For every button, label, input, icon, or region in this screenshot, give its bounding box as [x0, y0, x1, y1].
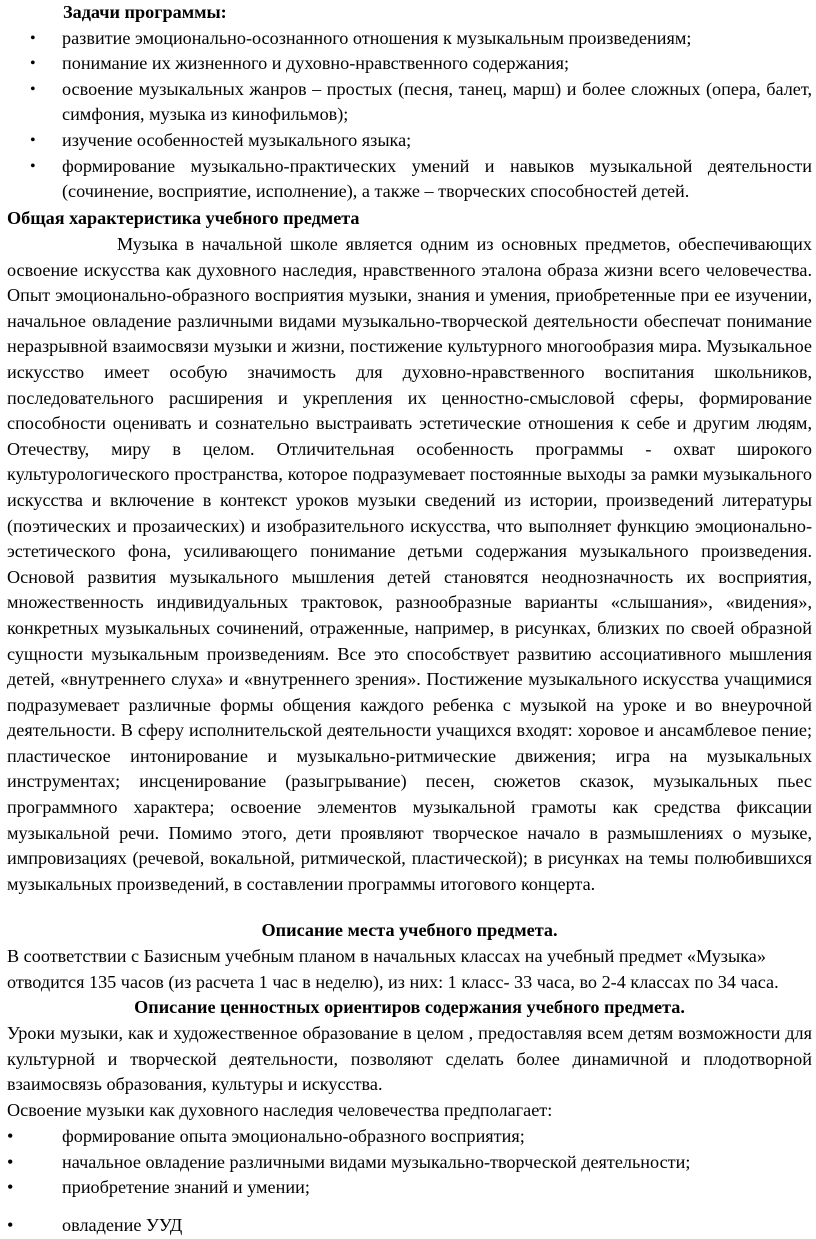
general-paragraph: [7, 232, 812, 897]
list-item: [7, 1175, 812, 1201]
bullet-icon: •: [7, 1215, 14, 1235]
bullet-icon: •: [30, 29, 36, 47]
list-item: [7, 1124, 812, 1150]
bullet-icon: •: [7, 1177, 14, 1198]
list-item: [7, 26, 812, 52]
bullet-icon: •: [7, 1151, 14, 1172]
bullet-icon: •: [30, 157, 36, 175]
list-item-text: овладение УУД: [62, 1215, 183, 1235]
list-item-text: формирование музыкально-практических умений и навыков музыкальной деятельности (сочинение, восприятие, исполнение), а также – творческих способностей детей.: [62, 155, 812, 202]
place-heading: Описание места учебного предмета.: [261, 920, 558, 940]
list-item-text: развитие эмоционально-осознанного отношения к музыкальным произведениям;: [62, 27, 692, 48]
values-intro: Освоение музыки как духовного наследия человечества предполагает:: [7, 1100, 553, 1120]
list-item: [7, 128, 812, 154]
tasks-heading: Задачи программы:: [63, 2, 227, 22]
values-heading: Описание ценностных ориентиров содержания учебного предмета.: [134, 997, 685, 1017]
place-line-2: отводится 135 часов (из расчета 1 час в неделю), из них: 1 класс- 33 часа, во 2-4 классах по 34 часа.: [7, 972, 779, 992]
list-item-text: приобретение знаний и умении;: [62, 1177, 310, 1198]
list-item-text: формирование опыта эмоционально-образного восприятия;: [62, 1126, 525, 1146]
list-item: [7, 51, 812, 77]
tasks-list: [7, 26, 812, 205]
values-list-last: [7, 1213, 812, 1239]
general-heading: Общая характеристика учебного предмета: [7, 208, 360, 228]
list-item: [7, 1213, 812, 1239]
bullet-icon: •: [30, 131, 36, 149]
values-paragraph: Уроки музыки, как и художественное образование в целом , предоставляя всем детям возможности для культурной и творческой деятельности, позволяют сделать более динамичной и плодотворной взаимосвязь образования, культуры и искусства.: [7, 1023, 812, 1095]
list-item: [7, 1150, 812, 1176]
place-line-1: В соответствии с Базисным учебным планом в начальных классах на учебный предмет «Музыка»: [7, 946, 766, 966]
bullet-icon: •: [30, 80, 36, 98]
bullet-icon: •: [7, 1126, 14, 1146]
list-item-text: понимание их жизненного и духовно-нравственного содержания;: [62, 53, 570, 74]
tasks-section: [7, 0, 812, 205]
list-item-text: освоение музыкальных жанров – простых (песня, танец, марш) и более сложных (опера, балет, симфония, музыка из кинофильмов);: [62, 78, 812, 125]
list-item-text: изучение особенностей музыкального языка;: [62, 129, 412, 150]
list-item: [7, 154, 812, 205]
list-item: [7, 77, 812, 128]
values-list: [7, 1124, 812, 1201]
general-paragraph-text: Музыка в начальной школе является одним из основных предметов, обеспечивающих освоение искусства как духовного наследия, нравственного эталона образа жизни всего человечества. Опыт эмоционально-образного восприятия музыки, знания и умения, приобретенные при ее изучении, начальное овладение различными видами музыкально-творческой деятельности обеспечат понимание неразрывной взаимосвязи музыки и жизни, постижение культурного многообразия мира. Музыкальное искусство имеет особую значимость для духовно-нравственного воспитания школьников, последовательного расширения и укрепления их ценностно-смысловой сферы, формирование способности оценивать и сознательно выстраивать эстетические отношения к себе и другим людям, Отечеству, миру в целом. Отличительная особенность программы - охват широкого культурологического пространства, которое подразумевает постоянные выходы за рамки музыкального искусства и включение в контекст уроков музыки сведений из истории, произведений литературы (поэтических и прозаических) и изобразительного искусства, что выполняет функцию эмоционально-эстетического фона, усиливающего понимание детьми содержания музыкального произведения. Основой развития музыкального мышления детей становятся неоднозначность их восприятия, множественность индивидуальных трактовок, разнообразные варианты «слышания», «видения», конкретных музыкальных сочинений, отраженные, например, в рисунках, близких по своей образной сущности музыкальным произведениям. Все это способствует развитию ассоциативного мышления детей, «внутреннего слуха» и «внутреннего зрения». Постижение музыкального искусства учащимися подразумевает различные формы общения каждого ребенка с музыкой на уроке и во внеурочной деятельности. В сферу исполнительской деятельности учащихся входят: хоровое и ансамблевое пение; пластическое интонирование и музыкально-ритмические движения; игра на музыкальных инструментах; инсценирование (разыгрывание) песен, сюжетов сказок, музыкальных пьес программного характера; освоение элементов музыкальной грамоты как средства фиксации музыкальной речи. Помимо этого, дети проявляют творческое начало в размышлениях о музыке, импровизациях (речевой, вокальной, ритмической, пластической); в рисунках на темы полюбившихся музыкальных произведений, в составлении программы итогового концерта.: [7, 234, 812, 894]
list-item-text: начальное овладение различными видами музыкально-творческой деятельности;: [62, 1151, 691, 1172]
bullet-icon: •: [30, 55, 36, 73]
